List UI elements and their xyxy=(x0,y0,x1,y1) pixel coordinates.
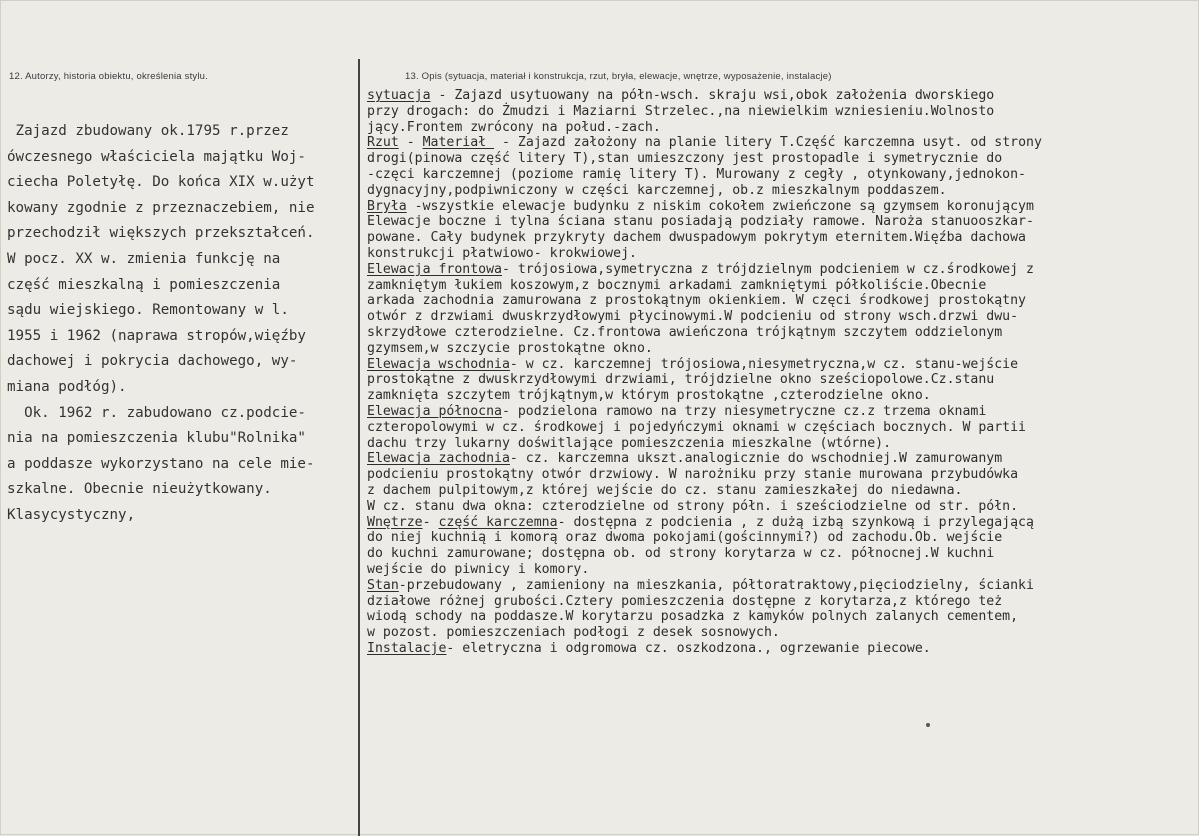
history-line: W pocz. XX w. zmienia funkcję na xyxy=(7,250,281,267)
description-line xyxy=(367,388,1197,404)
description-text-column xyxy=(367,88,1197,657)
history-line: szkalne. Obecnie nieużytkowany. xyxy=(7,481,272,498)
ink-dot xyxy=(926,723,930,727)
description-text: dygnacyjny,podpiwniczony w części karczemnej, ob.z mieszkalnym poddaszem. xyxy=(367,182,947,198)
description-text: gzymsem,w szczycie prostokątne okno. xyxy=(367,340,653,356)
section-keyword: część karczemna xyxy=(438,514,558,530)
section-keyword: Stan xyxy=(367,577,399,593)
history-line: Ok. 1962 r. zabudowano cz.podcie- xyxy=(7,404,306,421)
description-line xyxy=(367,594,1197,610)
description-line xyxy=(367,104,1197,120)
description-text: arkada zachodnia zamurowana z prostokątnym okienkiem. W częci środkowej prostokątny xyxy=(367,293,1026,309)
section-13-heading: 13. Opis (sytuacja, materiał i konstrukcja, rzut, bryła, elewacje, wnętrze, wyposażenie, instalacje) xyxy=(405,71,832,82)
description-line xyxy=(367,199,1197,215)
section-keyword: Elewacja zachodnia xyxy=(367,451,510,467)
description-text: zamkniętym łukiem koszowym,z bocznymi arkadami zamkniętymi półkoliście.Obecnie xyxy=(367,277,987,293)
description-text: -przebudowany , zamieniony na mieszkania, półtoratraktowy,pięciodzielny, ścianki xyxy=(398,577,1034,593)
description-text: - xyxy=(398,135,423,151)
history-line: ciecha Poletyłę. Do końca XIX w.użyt xyxy=(7,174,315,191)
description-line xyxy=(367,372,1197,388)
description-text: skrzydłowe czterodzielne. Cz.frontowa awieńczona trójkątnym szczytem oddzielonym xyxy=(367,324,1003,340)
description-text: - Zajazd usytuowany na półn-wsch. skraju wsi,obok założenia dworskiego xyxy=(430,88,995,103)
history-text-column xyxy=(7,119,359,529)
description-text: z dachem pulpitowym,z której wejście do cz. stanu zamieszkałej do niedawna. xyxy=(367,482,963,498)
description-line xyxy=(367,278,1197,294)
description-text: wiodą schody na poddasze.W korytarzu posadzka z kamyków polnych zalanych cementem, xyxy=(367,609,1019,625)
history-line: ówczesnego właściciela majątku Woj- xyxy=(7,148,306,165)
description-text: do niej kuchnią i komorą oraz dwoma pokojami(gościnnymi?) od zachodu.Ob. wejście xyxy=(367,530,1003,546)
section-keyword: Elewacja północna xyxy=(367,403,502,419)
section-keyword: Elewacja frontowa xyxy=(367,261,502,277)
description-text: prostokątne z dwuskrzydłowymi drzwiami, trójdzielne okno sześciopolowe.Cz.stanu xyxy=(367,372,995,388)
description-line xyxy=(367,562,1197,578)
description-line xyxy=(367,420,1197,436)
description-line xyxy=(367,230,1197,246)
section-keyword: sytuacja xyxy=(367,88,431,103)
description-text: - Zajazd założony na planie litery T.Część karczemna usyt. od strony xyxy=(494,135,1042,151)
description-text: w pozost. pomieszczeniach podłogi z desek sosnowych. xyxy=(367,625,780,641)
description-text: jący.Frontem zwrócony na połud.-zach. xyxy=(367,119,661,135)
history-line: sądu wiejskiego. Remontowany w l. xyxy=(7,302,289,319)
description-line xyxy=(367,262,1197,278)
description-line xyxy=(367,609,1197,625)
description-text: otwór z drzwiami dwuskrzydłowymi płycinowymi.W podcieniu od strony wsch.drzwi dwu- xyxy=(367,309,1019,325)
description-line xyxy=(367,167,1197,183)
description-line xyxy=(367,357,1197,373)
description-line xyxy=(367,88,1197,104)
history-line: a poddasze wykorzystano na cele mie- xyxy=(7,455,315,472)
description-text: powane. Cały budynek przykryty dachem dwuspadowym pokrytym eternitem.Więźba dachowa xyxy=(367,230,1026,246)
description-line xyxy=(367,467,1197,483)
description-text: - trójosiowa,symetryczna z trójdzielnym podcieniem w cz.środkowej z xyxy=(501,261,1034,277)
description-line xyxy=(367,499,1197,515)
description-text: - podzielona ramowo na trzy niesymetryczne cz.z trzema oknami xyxy=(501,403,987,419)
description-text: czteropolowymi w cz. środkowej i pojedyńczymi oknami w częściach bocznych. W partii xyxy=(367,419,1026,435)
section-12-heading: 12. Autorzy, historia obiektu, określenia stylu. xyxy=(9,71,208,82)
description-text: przy drogach: do Żmudzi i Maziarni Strzelec.,na niewielkim wzniesieniu.Wolnosto xyxy=(367,103,995,119)
description-line xyxy=(367,341,1197,357)
description-text: -częci karczemnej (poziome ramię litery T). Murowany z cegły , otynkowany,jednokon- xyxy=(367,166,1026,182)
description-text: dachu trzy lukarny doświtlające pomieszczenia mieszkalne (wtórne). xyxy=(367,435,892,451)
description-text: - eletryczna i odgromowa cz. oszkodzona., ogrzewanie piecowe. xyxy=(446,640,931,656)
history-line: nia na pomieszczenia klubu"Rolnika" xyxy=(7,430,306,447)
description-line xyxy=(367,151,1197,167)
description-line xyxy=(367,325,1197,341)
section-keyword: Wnętrze xyxy=(367,514,423,530)
description-text: konstrukcji płatwiowo- krokwiowej. xyxy=(367,245,637,261)
history-line: przechodził większych przekształceń. xyxy=(7,225,315,242)
description-text: działowe różnej grubości.Cztery pomieszczenia dostępne z korytarza,z którego też xyxy=(367,593,1003,609)
history-line: część mieszkalną i pomieszczenia xyxy=(7,276,281,293)
section-keyword: Instalacje xyxy=(367,640,447,656)
description-line xyxy=(367,214,1197,230)
history-line: dachowej i pokrycia dachowego, wy- xyxy=(7,353,298,370)
description-text: zamknięta szczytem trójkątnym,w którym prostokątne ,czterodzielne okno. xyxy=(367,388,931,404)
description-line xyxy=(367,404,1197,420)
description-text: wejście do piwnicy i komory. xyxy=(367,561,590,577)
description-line xyxy=(367,309,1197,325)
history-line: kowany zgodnie z przeznaczebiem, nie xyxy=(7,199,315,216)
description-line xyxy=(367,578,1197,594)
history-line: Klasycystyczny, xyxy=(7,506,136,523)
description-text: do kuchni zamurowane; dostępna ob. od strony korytarza w cz. północnej.W kuchni xyxy=(367,546,995,562)
section-keyword: Elewacja wschodnia xyxy=(367,356,510,372)
description-text: W cz. stanu dwa okna: czterodzielne od strony półn. i sześciodzielne od str. półn. xyxy=(367,498,1019,514)
section-keyword: Rzut xyxy=(367,135,399,151)
section-keyword: Materiał xyxy=(422,135,495,151)
description-line xyxy=(367,135,1197,151)
description-line xyxy=(367,246,1197,262)
description-line xyxy=(367,515,1197,531)
description-text: podcieniu prostokątny otwór drzwiowy. W narożniku przy stanie murowana przybudówka xyxy=(367,467,1019,483)
description-line xyxy=(367,436,1197,452)
description-text: - dostępna z podcienia , z dużą izbą szynkową i przylegającą xyxy=(557,514,1034,530)
description-line xyxy=(367,641,1197,657)
description-line xyxy=(367,183,1197,199)
description-line xyxy=(367,530,1197,546)
description-text: Elewacje boczne i tylna ściana stanu posiadają podziały ramowe. Naroża stanuooszkar- xyxy=(367,214,1034,230)
description-line xyxy=(367,546,1197,562)
description-text: - xyxy=(422,514,439,530)
description-text: drogi(pinowa część litery T),stan umieszczony jest prostopadle i symetrycznie do xyxy=(367,151,1003,167)
history-line: 1955 i 1962 (naprawa stropów,więźby xyxy=(7,327,306,344)
section-keyword: Bryła xyxy=(367,198,407,214)
description-line xyxy=(367,625,1197,641)
description-text: -wszystkie elewacje budynku z niskim cokołem zwieńczone są gzymsem koronującym xyxy=(406,198,1034,214)
description-text: - cz. karczemna ukszt.analogicznie do wschodniej.W zamurowanym xyxy=(509,451,1003,467)
description-text: - w cz. karczemnej trójosiowa,niesymetryczna,w cz. stanu-wejście xyxy=(509,356,1019,372)
description-line xyxy=(367,451,1197,467)
description-line xyxy=(367,120,1197,136)
history-line: miana podłóg). xyxy=(7,378,127,395)
history-line: Zajazd zbudowany ok.1795 r.przez xyxy=(7,123,289,139)
description-line xyxy=(367,483,1197,499)
description-line xyxy=(367,293,1197,309)
